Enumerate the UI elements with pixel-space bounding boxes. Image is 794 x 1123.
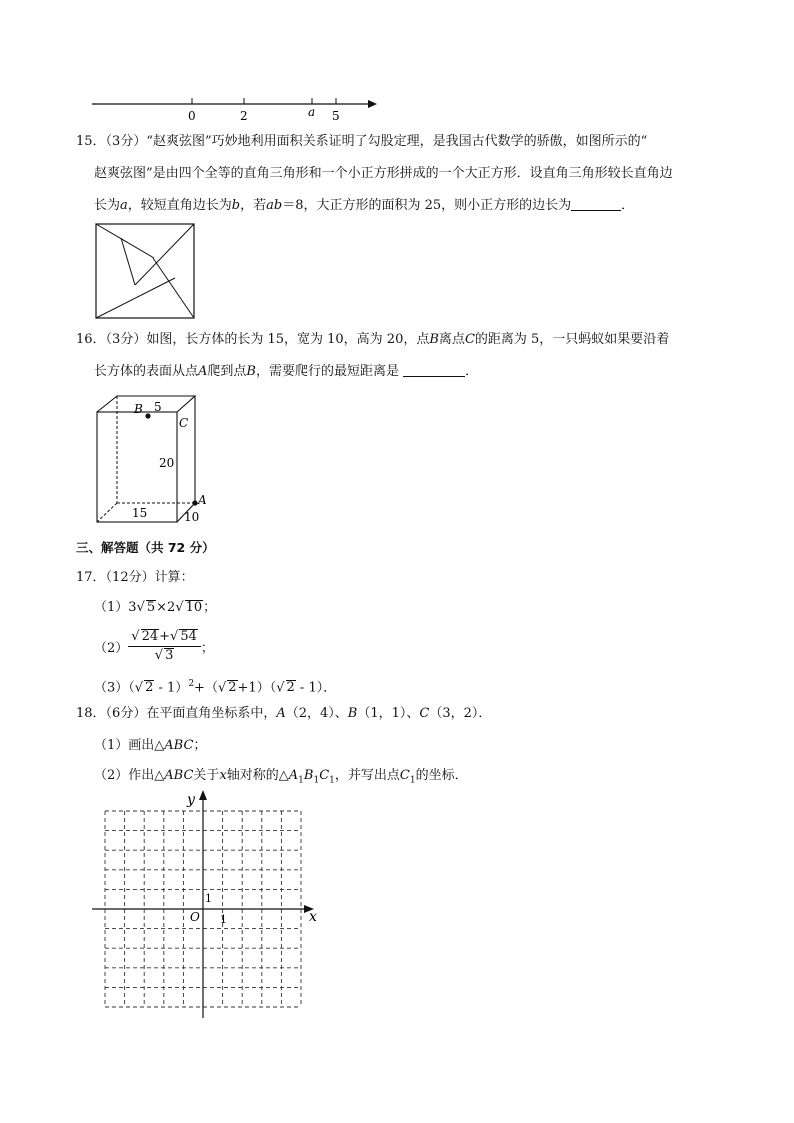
zhao-shuang-figure <box>95 223 197 321</box>
label-b: B <box>134 402 143 416</box>
tick-label-0: 0 <box>188 109 196 123</box>
label-10: 10 <box>184 510 200 524</box>
origin-label: O <box>190 910 200 924</box>
q18-part2: （2）作出△ABC关于x轴对称的$\triangle A_1B_1C_1$，并写出点$C_1$的坐标． <box>94 768 468 786</box>
q16-line2: 长方体的表面从点A爬到点B，需要爬行的最短距离是 ． <box>94 364 479 379</box>
tick-label-2: 2 <box>240 109 248 123</box>
label-5: 5 <box>154 400 162 414</box>
q17-number: 17． <box>76 570 106 585</box>
q15-points: （3分） <box>105 134 147 149</box>
q17-fraction: $\frac{√ 24+√ 54}{√ 3}$ <box>128 629 201 664</box>
coordinate-grid[interactable] <box>88 790 328 1020</box>
q16-line1: 16．（3分）如图，长方体的长为 15，宽为 10，高为 20，点B离点C的距离为 5，一只蚂蚁如果要沿着 <box>76 332 670 347</box>
q17-part1: （1）3√ 5×2√ 10； <box>94 600 217 615</box>
q16-points: （3分） <box>105 332 147 347</box>
q15-number: 15． <box>76 134 106 149</box>
tick-label-a: a <box>308 105 316 119</box>
unit-x-label: 1 <box>220 913 227 926</box>
q15-answer-blank[interactable] <box>571 196 621 211</box>
y-axis-label: y <box>187 792 195 808</box>
point-a <box>192 500 197 505</box>
tick-label-5: 5 <box>332 109 340 123</box>
q16-answer-blank[interactable] <box>403 362 465 377</box>
section-3-title: 三、解答题（共 72 分） <box>76 540 215 555</box>
q17-part2: （2） $\frac{√ 24+√ 54}{√ 3}$ ； <box>94 628 214 663</box>
q18-points: （6分） <box>105 706 147 721</box>
q17-part3: （3）（√ 2 - 1）$^2$+（√ 2+1）（√ 2 - 1）． <box>94 679 337 696</box>
q17-header: 17．（12分）计算： <box>76 570 194 585</box>
cuboid-figure <box>94 393 214 525</box>
unit-y-label: 1 <box>205 892 212 905</box>
q18-line1: 18．（6分）在平面直角坐标系中，A（2，4）、B（1，1）、C（3，2）． <box>76 706 492 721</box>
q15-line1: 15．（3分）“赵爽弦图”巧妙地利用面积关系证明了勾股定理，是我国古代数学的骄傲，如图所示的“ <box>76 134 648 149</box>
q15-line2: 赵爽弦图”是由四个全等的直角三角形和一个小正方形拼成的一个大正方形．设直角三角形较长直角边 <box>94 166 673 181</box>
label-20: 20 <box>159 456 175 470</box>
q15-line3: 长为a，较短直角边长为b，若ab＝8，大正方形的面积为 25，则小正方形的边长为 ． <box>94 198 635 213</box>
x-axis-label: x <box>309 909 317 925</box>
label-c: C <box>179 416 189 430</box>
point-b <box>145 413 150 418</box>
label-a: A <box>198 493 207 507</box>
number-line <box>90 94 385 124</box>
q18-number: 18． <box>76 706 106 721</box>
q17-points: （12分） <box>105 570 155 585</box>
label-15: 15 <box>132 506 148 520</box>
q18-part1: （1）画出△ABC； <box>94 738 207 753</box>
q16-number: 16． <box>76 332 106 347</box>
